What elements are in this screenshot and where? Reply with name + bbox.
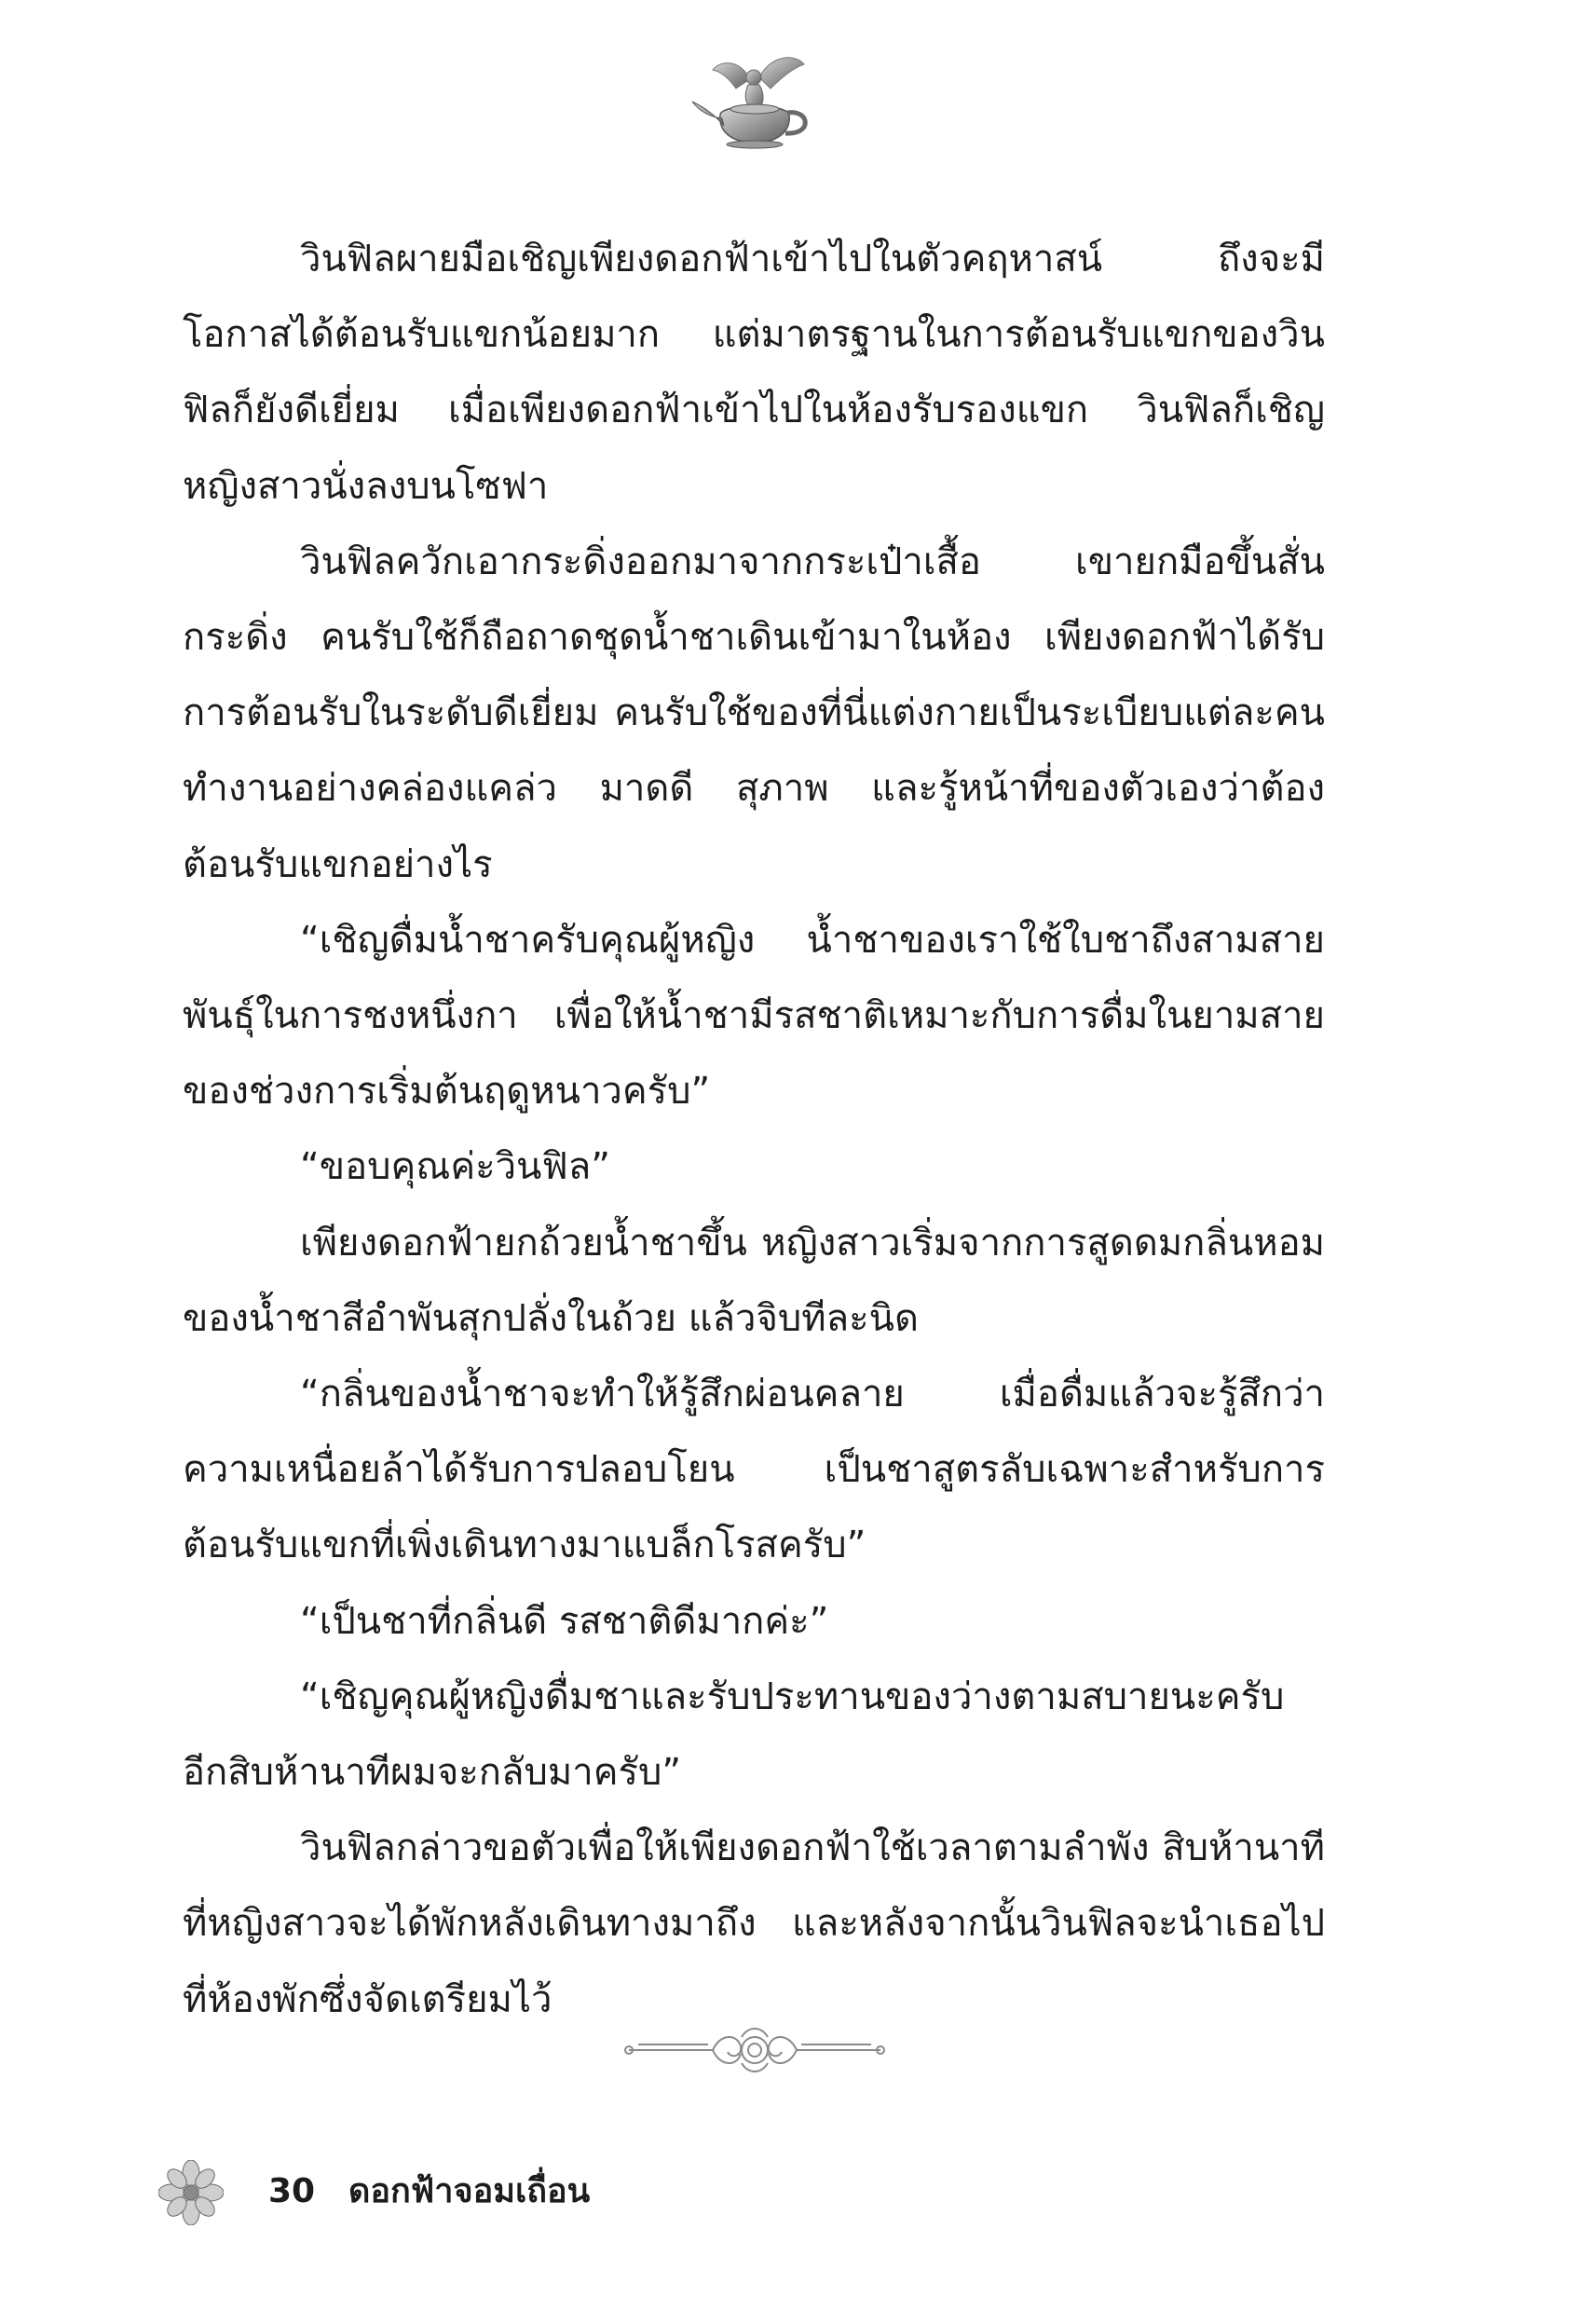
paragraph: วินฟิลควักเอากระดิ่งออกมาจากกระเป๋าเสื้อ เขายกมือขึ้นสั่นกระดิ่ง คนรับใช้ก็ถือถาดชุดน้ำชาเดินเข้ามาในห้อง เพียงดอกฟ้าได้รับการต้อนรับในระดับดีเยี่ยม คนรับใช้ของที่นี่แต่งกายเป็นระเบียบแต่ละคนทำงานอย่างคล่องแคล่ว มาดดี สุภาพ และรู้หน้าที่ของตัวเองว่าต้องต้อนรับแขกอย่างไร	[183, 540, 1325, 886]
paragraph: “เชิญดื่มน้ำชาครับคุณผู้หญิง น้ำชาของเราใช้ใบชาถึงสามสายพันธุ์ในการชงหนึ่งกา เพื่อให้น้ำชามีรสชาติเหมาะกับการดื่มในยามสายของช่วงการเริ่มต้นฤดูหนาวครับ”	[183, 918, 1325, 1114]
paragraph: “กลิ่นของน้ำชาจะทำให้รู้สึกผ่อนคลาย เมื่อดื่มแล้วจะรู้สึกว่าความเหนื่อยล้าได้รับการปลอบโยน เป็นชาสูตรลับเฉพาะสำหรับการต้อนรับแขกที่เพิ่งเดินทางมาแบล็กโรสครับ”	[183, 1373, 1325, 1567]
paragraph: วินฟิลผายมือเชิญเพียงดอกฟ้าเข้าไปในตัวคฤหาสน์ ถึงจะมีโอกาสได้ต้อนรับแขกน้อยมาก แต่มาตรฐานในการต้อนรับแขกของวินฟิลก็ยังดีเยี่ยม เมื่อเพียงดอกฟ้าเข้าไปในห้องรับรองแขก วินฟิลก็เชิญหญิงสาวนั่งลงบนโซฟา	[183, 238, 1325, 508]
paragraph: “ขอบคุณค่ะวินฟิล”	[300, 1145, 610, 1189]
flower-ornament-icon	[158, 2160, 224, 2225]
paragraph: วินฟิลกล่าวขอตัวเพื่อให้เพียงดอกฟ้าใช้เวลาตามลำพัง สิบห้านาทีที่หญิงสาวจะได้พักหลังเดินทางมาถึง และหลังจากนั้นวินฟิลจะนำเธอไปที่ห้องพักซึ่งจัดเตรียมไว้	[183, 1826, 1325, 2021]
book-title: ดอกฟ้าจอมเถื่อน	[348, 2172, 591, 2210]
body-text	[183, 222, 1325, 2038]
page-number: 30	[268, 2172, 316, 2210]
page-footer	[158, 2160, 717, 2225]
paragraph: “เชิญคุณผู้หญิงดื่มชาและรับประทานของว่างตามสบายนะครับอีกสิบห้านาทีผมจะกลับมาครับ”	[183, 1675, 1285, 1795]
ornamental-scroll-divider-icon	[620, 2013, 890, 2087]
angel-teapot-emblem-icon	[685, 51, 825, 154]
paragraph: “เป็นชาที่กลิ่นดี รสชาติดีมากค่ะ”	[300, 1599, 829, 1643]
paragraph: เพียงดอกฟ้ายกถ้วยน้ำชาขึ้น หญิงสาวเริ่มจากการสูดดมกลิ่นหอมของน้ำชาสีอำพันสุกปลั่งในถ้วย แล้วจิบทีละนิด	[183, 1221, 1325, 1340]
